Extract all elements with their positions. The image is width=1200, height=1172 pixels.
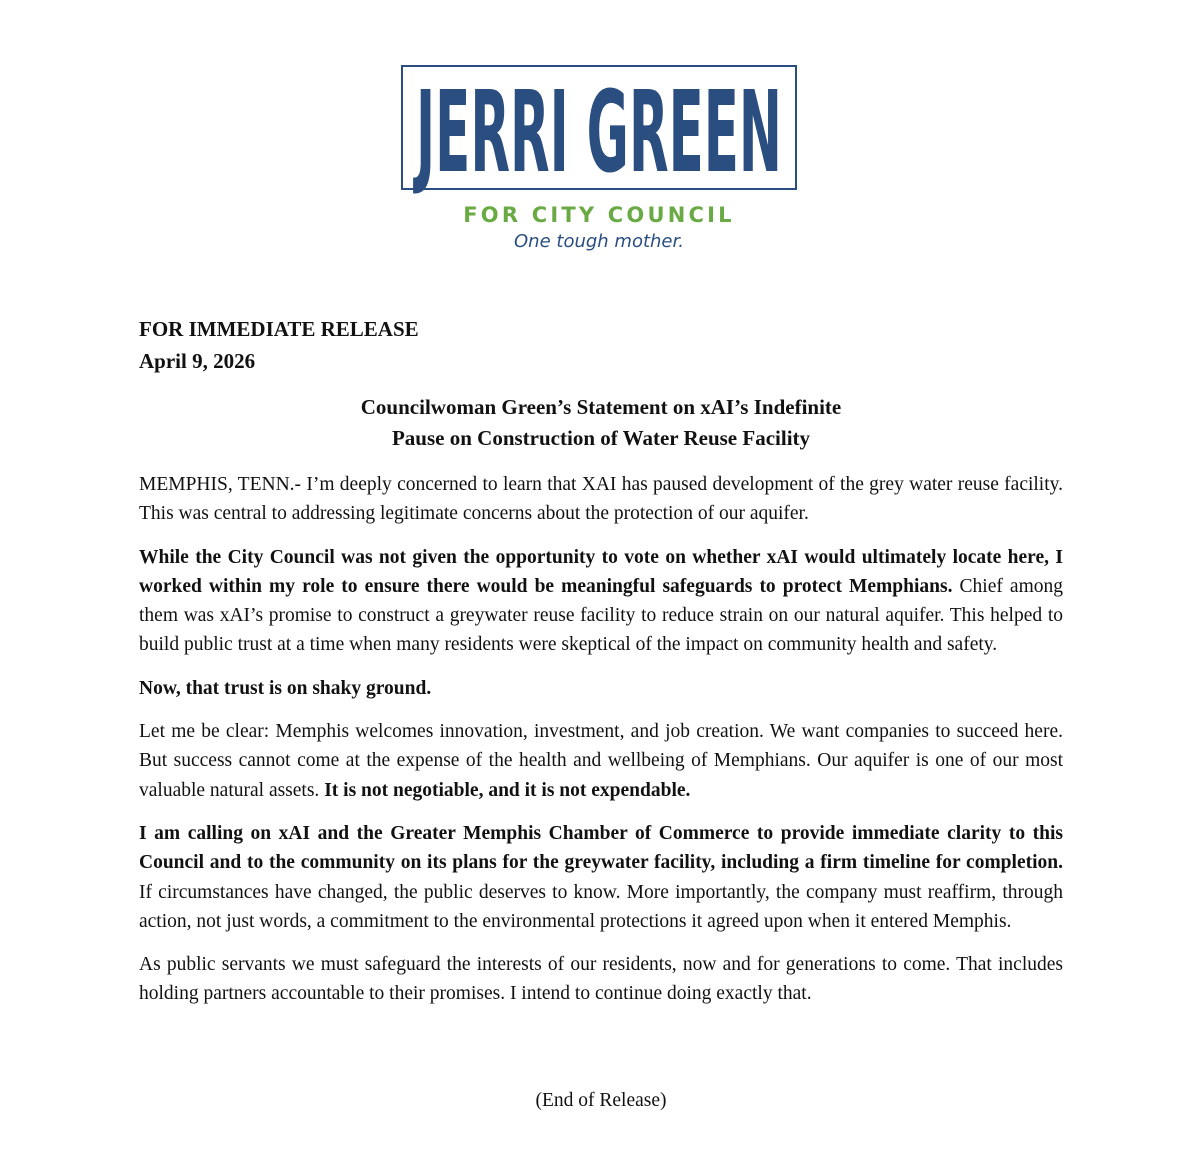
- logo-tagline: One tough mother.: [514, 231, 684, 252]
- paragraph: [139, 819, 1063, 936]
- release-date: April 9, 2026: [139, 349, 256, 373]
- paragraph: [139, 543, 1063, 660]
- paragraph: [139, 470, 1063, 529]
- paragraph-bold: I am calling on xAI and the Greater Memphis Chamber of Commerce to provide immediate clarity to this Council and to the community on its plans for the greywater facility, including a firm timeline for completion.: [139, 822, 1063, 874]
- paragraph-text: MEMPHIS, TENN.- I’m deeply concerned to learn that XAI has paused development of the grey water reuse facility. This was central to addressing legitimate concerns about the protection of our aquifer.: [139, 474, 1063, 525]
- paragraph-bold-end: It is not negotiable, and it is not expendable.: [324, 779, 691, 801]
- logo-box: [401, 65, 797, 198]
- release-label: FOR IMMEDIATE RELEASE: [139, 317, 419, 341]
- paragraph-bold: Now, that trust is on shaky ground.: [139, 677, 432, 699]
- headline-line-1: Councilwoman Green’s Statement on xAI’s Indefinite: [360, 395, 842, 419]
- release-header: [139, 313, 419, 377]
- logo-name-text: JERRI GREEN: [412, 68, 782, 198]
- headline-line-2: Pause on Construction of Water Reuse Facility: [391, 426, 811, 450]
- logo-subtitle: FOR CITY COUNCIL: [463, 203, 735, 227]
- end-of-release: (End of Release): [535, 1090, 667, 1111]
- paragraph: [139, 950, 1063, 1009]
- paragraph-text: Chief among them was xAI’s promise to construct a greywater reuse facility to reduce strain on our natural aquifer. This helped to build public trust at a time when many residents were skeptical of the impact on community health and safety.: [139, 575, 1064, 656]
- logo-name: [403, 67, 795, 198]
- paragraph-bold: While the City Council was not given the opportunity to vote on whether xAI would ultimately locate here, I worked within my role to ensure there would be meaningful safeguards to protect Memphians.: [139, 546, 1063, 597]
- paragraph: [139, 717, 1063, 805]
- statement-body: [139, 470, 1063, 1023]
- paragraph-text: If circumstances have changed, the public deserves to know. More importantly, the company must reaffirm, through action, not just words, a commitment to the environmental protections it agreed upon when it entered Memphis.: [139, 881, 1063, 932]
- paragraph-text: Let me be clear: Memphis welcomes innovation, investment, and job creation. We want companies to succeed here. But success cannot come at the expense of the health and wellbeing of Memphians. Our aquifer is one of our most valuable natural assets.: [139, 721, 1063, 801]
- statement-headline: [139, 392, 1063, 454]
- paragraph-text: As public servants we must safeguard the interests of our residents, now and for generations to come. That includes holding partners accountable to their promises. I intend to continue doing exactly that.: [139, 954, 1063, 1005]
- paragraph: [139, 674, 1063, 703]
